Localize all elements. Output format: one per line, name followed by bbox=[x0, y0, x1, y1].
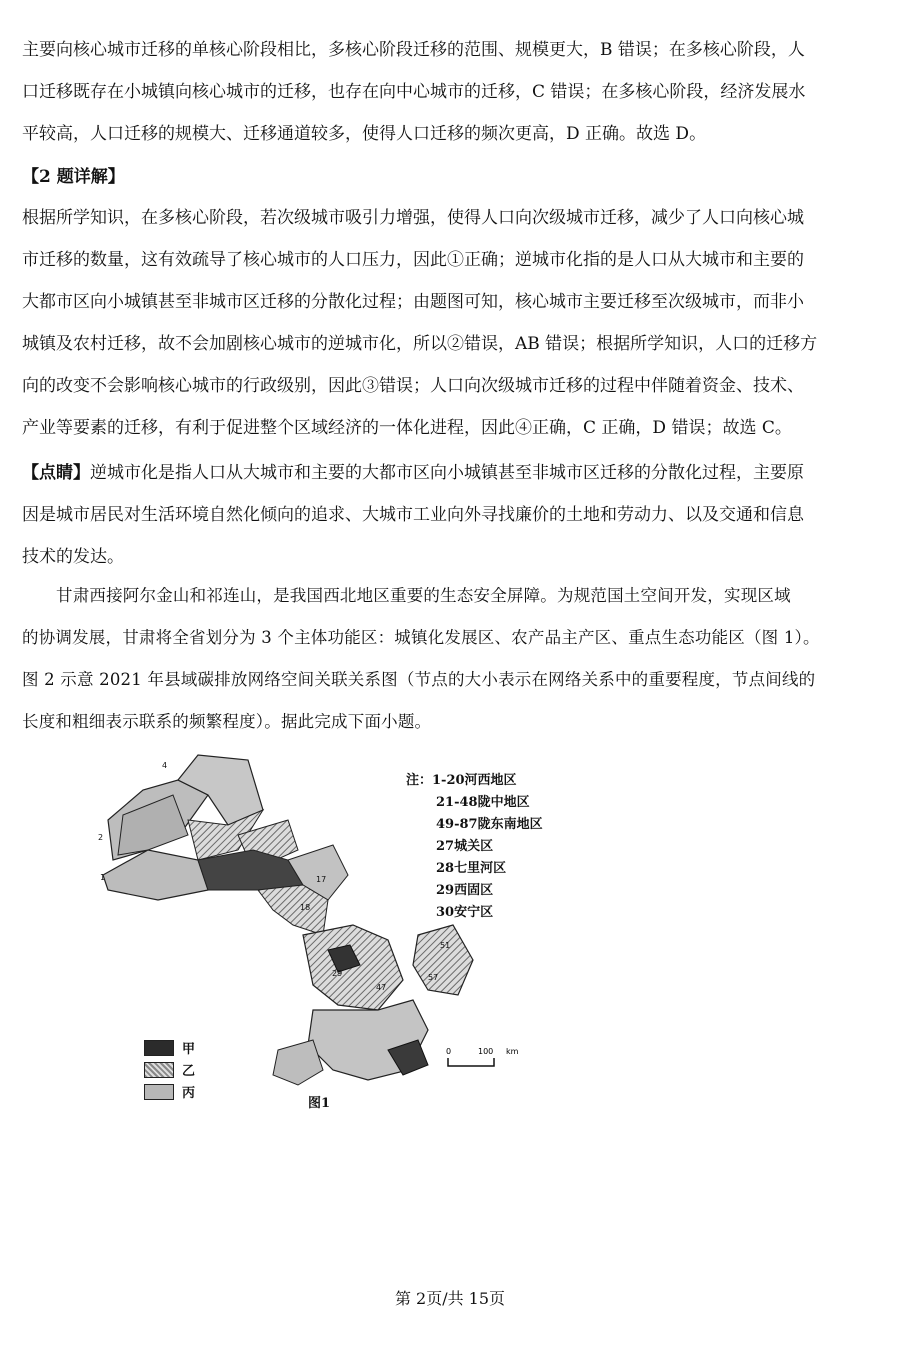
region-number-label: 1 bbox=[100, 873, 106, 882]
scale-bar bbox=[444, 1044, 524, 1074]
scale-label-zero: 0 bbox=[446, 1047, 452, 1056]
note-line: 21-48陇中地区 bbox=[436, 795, 530, 810]
text-line: 市迁移的数量，这有效疏导了核心城市的人口压力，因此①正确；逆城市化指的是人口从大城市和主要的 bbox=[22, 250, 804, 270]
text-line: 口迁移既存在小城镇向核心城市的迁移，也存在向中心城市的迁移，C 错误；在多核心阶段，经济发展水 bbox=[22, 82, 806, 102]
region-number-label: 47 bbox=[376, 983, 387, 992]
text-line: 的协调发展，甘肃将全省划分为 3 个主体功能区：城镇化发展区、农产品主产区、重点生态功能区（图 1）。 bbox=[22, 628, 820, 647]
text-line: 因是城市居民对生活环境自然化倾向的追求、大城市工业向外寻找廉价的土地和劳动力、以及交通和信息 bbox=[22, 505, 804, 525]
legend-item-bing: 丙 bbox=[144, 1082, 195, 1101]
legend-swatch-dark bbox=[144, 1040, 174, 1056]
legend-item-yi: 乙 bbox=[144, 1060, 195, 1079]
text-line: 大都市区向小城镇甚至非城市区迁移的分散化过程；由题图可知，核心城市主要迁移至次级城市，而非小 bbox=[22, 292, 804, 312]
legend-swatch-hatched bbox=[144, 1062, 174, 1078]
legend-swatch-light bbox=[144, 1084, 174, 1100]
text-line: 根据所学知识，在多核心阶段，若次级城市吸引力增强，使得人口向次级城市迁移，减少了人口向核心城 bbox=[22, 208, 804, 228]
scale-label-100: 100 bbox=[478, 1047, 494, 1056]
note-line: 注：1-20河西地区 bbox=[406, 773, 517, 788]
text-line: 产业等要素的迁移，有利于促进整个区域经济的一体化进程，因此④正确，C 正确，D 错误；故选 C。 bbox=[22, 418, 792, 438]
paragraph-answer-2 bbox=[22, 197, 880, 449]
note-line: 49-87陇东南地区 bbox=[436, 817, 543, 832]
question-2-heading: 【2 题详解】 bbox=[22, 167, 125, 187]
paragraph-answer-1-continuation bbox=[22, 29, 880, 155]
text-line: 平较高，人口迁移的规模大、迁移通道较多，使得人口迁移的频次更高，D 正确。故选 D。 bbox=[22, 124, 707, 144]
region-number-label: 17 bbox=[316, 875, 327, 884]
map-region-east bbox=[413, 925, 473, 995]
text-line bbox=[22, 452, 880, 494]
region-number-label: 29 bbox=[332, 969, 343, 978]
region-number-label: 2 bbox=[98, 833, 104, 842]
text-line: 城镇及农村迁移，故不会加剧核心城市的逆城市化，所以②错误，AB 错误；根据所学知识，人口的迁移方 bbox=[22, 334, 818, 354]
figure-1-gansu-map bbox=[88, 750, 548, 1130]
question-stem bbox=[22, 575, 880, 743]
region-number-label: 51 bbox=[440, 941, 451, 950]
scale-label-km: km bbox=[506, 1047, 519, 1056]
region-number-label: 18 bbox=[300, 903, 311, 912]
map-notes bbox=[406, 770, 543, 924]
region-number-label: 4 bbox=[162, 761, 168, 770]
note-line: 29西固区 bbox=[436, 883, 494, 898]
legend-item-jia: 甲 bbox=[144, 1038, 195, 1057]
note-line: 27城关区 bbox=[436, 839, 494, 854]
text-line: 长度和粗细表示联系的频繁程度）。据此完成下面小题。 bbox=[22, 712, 432, 731]
text-line: 主要向核心城市迁移的单核心阶段相比，多核心阶段迁移的范围、规模更大，B 错误；在多核心阶段，人 bbox=[22, 40, 805, 60]
region-number-label: 57 bbox=[428, 973, 439, 982]
tip-label: 【点睛】 bbox=[22, 463, 90, 483]
text-line: 图 2 示意 2021 年县域碳排放网络空间关联关系图（节点的大小表示在网络关系中的重要程度，节点间线的 bbox=[22, 670, 816, 689]
page-footer: 第 2页/共 15页 bbox=[394, 1289, 506, 1308]
text-line: 向的改变不会影响核心城市的行政级别，因此③错误；人口向次级城市迁移的过程中伴随着资金、技术、 bbox=[22, 376, 804, 396]
text-line: 甘肃西接阿尔金山和祁连山，是我国西北地区重要的生态安全屏障。为规范国土空间开发，实现区域 bbox=[56, 586, 791, 605]
map-legend bbox=[144, 1038, 195, 1101]
map-region-southwest-tip bbox=[273, 1040, 323, 1085]
note-line: 30安宁区 bbox=[436, 905, 494, 920]
note-line: 28七里河区 bbox=[436, 861, 507, 876]
text-line: 技术的发达。 bbox=[22, 547, 124, 567]
tip-text: 逆城市化是指人口从大城市和主要的大都市区向小城镇甚至非城市区迁移的分散化过程，主要原 bbox=[90, 463, 804, 483]
tip-paragraph bbox=[22, 452, 880, 578]
figure-caption: 图1 bbox=[308, 1096, 331, 1111]
